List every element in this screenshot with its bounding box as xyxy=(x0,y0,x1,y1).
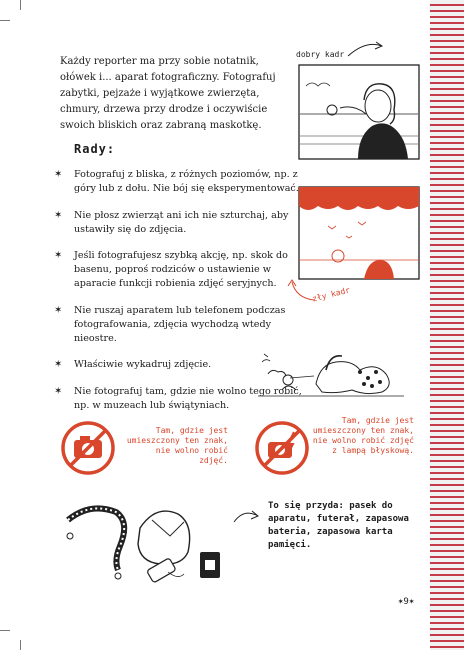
star-bullet-icon: ✶ xyxy=(54,209,63,221)
tips-heading: Rady: xyxy=(74,142,116,156)
no-flash-sign-caption: Tam, gdzie jest umieszczony ten znak, nie wolno robić zdjęć z lampą błyskową. xyxy=(312,416,414,455)
star-bullet-icon: ✶ xyxy=(54,385,63,397)
good-frame-label: dobry kadr xyxy=(296,50,345,59)
crop-mark xyxy=(20,0,21,10)
list-item: ✶ Nie płosz zwierząt ani ich nie szturchaj, aby ustawiły się do zdjęcia. xyxy=(54,209,289,235)
no-photo-sign-caption: Tam, gdzie jest umieszczony ten znak, nie wolno robić zdjęć. xyxy=(126,426,228,465)
list-item: ✶ Nie ruszaj aparatem lub telefonem podczas fotografowania, zdjęcia wychodzą wtedy nieostre. xyxy=(54,304,286,344)
crop-mark xyxy=(0,20,10,21)
no-flash-sign-icon xyxy=(254,420,310,476)
no-camera-sign-icon xyxy=(60,420,116,476)
good-frame-illustration xyxy=(298,64,422,162)
list-item: ✶ Nie fotografuj tam, gdzie nie wolno tego robić, np. w muzeach lub świątyniach. xyxy=(54,385,302,411)
list-item: ✶ Jeśli fotografujesz szybką akcję, np. skok do basenu, poproś rodziców o ustawienie w aparacie funkcji robienia zdjęć seryjnych. xyxy=(54,250,288,289)
bad-frame-illustration xyxy=(298,186,422,282)
star-bullet-icon: ✶ xyxy=(54,359,63,370)
crop-mark xyxy=(20,640,21,650)
list-item: ✶ Fotografuj z bliska, z różnych poziomów, np. z góry lub z dołu. Nie bój się eksperymentować. xyxy=(54,169,299,194)
star-bullet-icon: ✶ xyxy=(54,304,63,316)
decorative-stripes xyxy=(430,0,464,650)
arrow-icon xyxy=(232,506,262,526)
crop-mark xyxy=(0,630,10,631)
page-number: ✶9✶ xyxy=(398,597,415,607)
star-bullet-icon: ✶ xyxy=(54,169,63,180)
arrow-icon xyxy=(346,38,386,60)
star-bullet-icon: ✶ xyxy=(54,250,63,261)
bad-frame-label: zły kadr xyxy=(311,285,351,304)
photographer-illustration xyxy=(256,334,406,400)
intro-paragraph: Każdy reporter ma przy sobie notatnik, ołówek i... aparat fotograficzny. Fotografuj zabytki, pejzaże i wyjątkowe zwierzęta, chmury, drzewa przy drodze i oczywiście swoich bliskich oraz zabraną maskotkę. xyxy=(60,56,276,131)
arrow-icon xyxy=(286,276,316,304)
equipment-text: To się przyda: pasek do aparatu, futerał, zapasowa bateria, zapasowa karta pamięci. xyxy=(268,501,409,550)
list-item: ✶ Właściwie wykadruj zdjęcie. xyxy=(54,359,212,370)
equipment-illustration xyxy=(60,500,240,592)
